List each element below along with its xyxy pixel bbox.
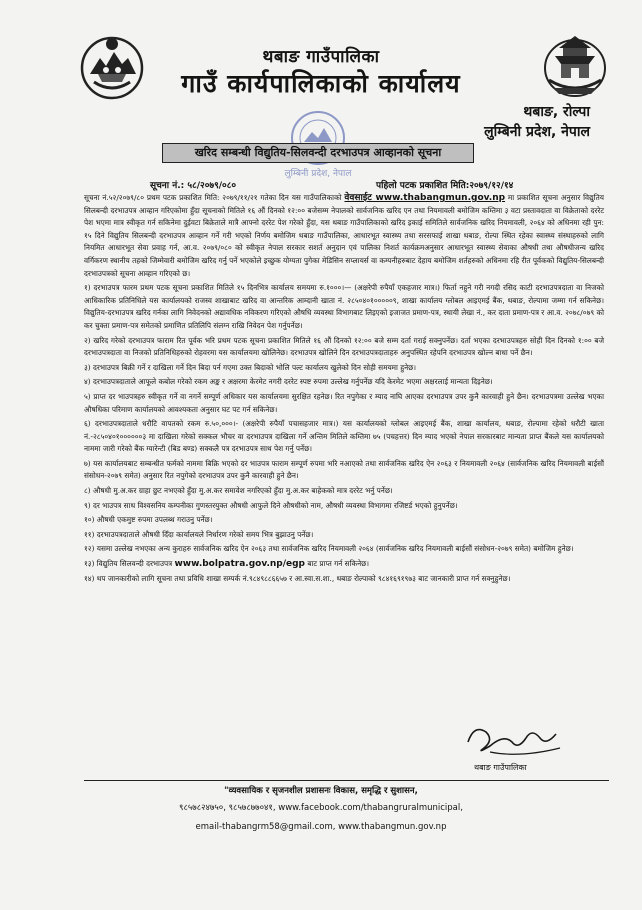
condition-13-text-b: बाट प्राप्त गर्न सकिनेछ। (307, 559, 369, 569)
notice-title: खरिद सम्बन्धी विद्युतिय-सिलवन्दी दरभाउपत्र आव्हानको सूचना (162, 143, 474, 163)
municipality-name: थबाङ गाउँपालिका (262, 47, 380, 67)
condition-14: १४) थप जानकारीको लागि सूचना तथा प्रविधि शाखा सम्पर्क नं.९८४९८८६६५७ र आ.स्वा.स.शा., थबाङ रोल्पाको ९८४१६९१९७३ बाट जानकारी प्राप्त गर्न सक्नुहुनेछ। (84, 573, 511, 583)
condition-10: १०) औषधी एकमुष्ट रुपमा उपलब्ध गराउनु पर्नेछ। (84, 515, 213, 525)
condition-7: ७) यस कार्यालयबाट सम्बन्धीत फर्मको नाममा बिक्रि भएको दर भाउपत्र फाराम सम्पूर्ण रुपमा भरि नआएको तथा सार्वजनिक खरिद ऐन २०६३ र नियमावली २०६४ (सार्वजनिक खरिद नियमावली बाईसौं संसोधन-२०७९ समेत) अनुसार रित नपुगेको दरभाउपत्र उपर कुनै कारवाही हुने छैन। (84, 458, 604, 481)
footer-slogan: "व्यवसायिक र सृजनशील प्रशासनः विकास, समृद्धि र सुशासन, (224, 786, 418, 796)
condition-11: ११) दरभाउपत्रदाताले औषधी दिँदा कार्यालयले निर्धारण गरेको समय भित्र बुझाउनु पर्नेछ। (84, 529, 314, 539)
svg-text:लुम्बिनी प्रदेश, नेपाल: लुम्बिनी प्रदेश, नेपाल (284, 169, 352, 179)
intro-paragraph (84, 192, 604, 280)
condition-13-text-a: १३) विद्युतिय सिलवन्दी दरभाउपत्र (84, 559, 173, 569)
condition-8: ८) औषधी मु.अ.कर ग्राहा छुट नभएको हुँदा मु.अ.कर समावेश नगरिएको हुँदा मु.अ.कर बाहेकको मात्र दररेट भर्नु पर्नेछ। (84, 486, 393, 496)
first-published-date: पहिलो पटक प्रकाशित मिति:२०७९/१२/१४ (376, 181, 514, 191)
intro-text-b: मा प्रकाशित सूचना अनुसार विद्युतिय सिलबन्दी दरभाउपत्र आव्हान गरिएकोमा हुँदा सूचनाको मितिले १६ औं दिनको १२:०० बजेसम्म नेपालको सार्वजनिक खरिद एन तथा नियमावली बमोजिम कम्तिमा ३ वटा प्रस्तावदाता वा विक्रेताको दररेट पेश भएमा मात्र स्वीकृत गर्न सकिनेमा दुईवटा बिक्रेताले मात्रै आफ्नो दररेट पेश गरेको हुँदा, यस थबाङ गाउँपालिकाको खरिद इकाई समितिले सार्वजनिक खरिद नियमावली, २०६४ को अधिनमा रही पुन: १५ दिने विद्युतिय सिलबन्दी दरभाउपत्र आव्हान गर्ने गरी भएको निर्णय बमोजिम थबाङ गाउँपालिका, आधारभूत स्वास्थ्य तथा सरसफाई शाखा थबाङ, रोल्पा स्थित रहेका स्वास्थ्य संस्थाहरुको लागि नियमित आधारभूत सेवा प्रवाह गर्न, आ.व. २०७९/०८० को स्वीकृत नेपाल सरकार सशर्त अनुदान एवं पालिका निशर्त कार्यक्रमअनुसार आधारभूत स्वास्थ्य सेवाका औषधी तथा औषधीजन्य खरिद वर्गिकरण स्थानीय तहको जिम्मेवारी बमोजिम खरिद गर्नु पर्ने भएकोले इच्छुक योग्यता पुगेका मेडिसिन सप्लायर्स वा कम्पनीहरुबाट देहाय बमोजिम शर्तहरुको अधिनमा रहि रीत पूर्वकको विद्युतिय-सिलबन्दी दरभाउपत्रको सूचना आव्हान गरिएको छ। (84, 193, 604, 278)
condition-4: ४) दरभाउपत्रदाताले आफूले कबोल गरेको रकम अङ्क र अक्षरमा केरमेट नगरी दररेट स्पष्ट रुपमा उल्लेख गर्नुपर्नेछ यदि केरमेट भएमा अक्षरलाई मान्यता दिइनेछ। (84, 377, 493, 387)
notice-number: सूचना नं.: ५८/२०७९/०८० (150, 181, 237, 191)
condition-5: ५) प्राप्त दर भाउपत्रहरु स्वीकृत गर्ने वा नगर्ने सम्पूर्ण अधिकार यस कार्यालयमा सुरक्षित रहनेछ। रित नपुगेका र म्याद नाघि आएका दरभाउपत्र उपर कुनै कारवाही हुने छैन। दरभाउपत्रमा उल्लेख भएका औषधिका परिमाण कार्यालयको आवश्यकता अनुसार घट पट गर्न सकिनेछ। (84, 391, 604, 414)
intro-text-a: सूचना नं.५२/२०७९/८० प्रथम पटक प्रकाशित मिति: २०७९/११/२१ गतेका दिन यस गाउँपालिकाको (84, 193, 342, 202)
footer-divider (84, 780, 609, 781)
notice-body (84, 192, 604, 587)
condition-6: ६) दरभाउपत्रदाताले धरौटि वापतको रकम रु.५०,०००।- (अक्षरेपी रुपैयाँ पचासहजार मात्र।) यस कार्यालयको ग्लोबल आइएमई बैंक, शाखा कार्यालय, थबाङ, रोल्पामा रहेको धरौटी खाता नं.-२८५०४०१००००००३ मा दाखिला गरेको सक्कल भौचर वा दरभाउपत्र दाखिला गर्ने अन्तिम मितिले कम्तिमा ७५ (पचहत्तर) दिन म्याद भएको नेपाल सरकारबाट मान्यता प्राप्त बैंकले यस कार्यालयको नाममा जारी गरेको बैंक ग्यारेन्टी (बिड बण्ड) सक्कलै पत्र दरभाउपत्र साथ पेश गर्नु पर्नेछ। (84, 419, 604, 454)
footer-contact: ९८५७८२४७५०, ९८५७८७७०४१, www.facebook.com/thabangruralmunicipal, (179, 803, 463, 813)
condition-13 (84, 558, 604, 571)
address-line-2: लुम्बिनी प्रदेश, नेपाल (484, 124, 590, 140)
condition-1: १) दरभाउपत्र फारम प्रथम पटक सूचना प्रकाशित मितिले १५ दिनभित्र कार्यालय समयमा रु.१०००।— (अक्षरेपी रुपैयाँ एकहजार मात्र।) फिर्ता नहुने गरी नगदी रसिद काटी दरभाउपत्रदाता वा निजको आधिकारिक प्रतिनिधिले यस कार्यालयको राजस्व शाखाबाट खरिद वा आन्तरिक आम्दानी खाता नं. २८५०४०१०००००९, शाखा कार्यालय ग्लोबल आइएमई बैंक, थबाङ, रोल्पामा जम्मा गर्न सकिनेछ। विद्युतिय-दरभाउपत्र खरिद गर्नका लागि निवेदनको अद्यावधिक नविकरण गरिएको औषधि व्यवस्था विभागबाट लिइएको इजाजत प्रमाण-पत्र, स्थायी लेखा नं., कर दाता प्रमाण-पत्र र आ.व. २०७८/०७९ को कर चुक्ता प्रमाण-पत्र समेतको प्रमाणित प्रतिलिपि संलग्न राखि निवेदन पेश गर्नुपर्नेछ। (84, 283, 604, 330)
municipality-website-link[interactable]: वेवसाईट www.thabangmun.gov.np (344, 193, 506, 203)
signatory-label: थबाङ गाउँपालिका (474, 763, 527, 772)
bolpatra-link[interactable]: www.bolpatra.gov.np/egp (174, 559, 306, 570)
condition-12: १२) यसमा उल्लेख नभएका अन्य कुराहरु सार्वजनिक खरिद ऐन २०६३ तथा सार्वजनिक खरिद नियमावली २०६४ (सार्वजनिक खरिद नियमावली बाईसौं संसोधन-२०७९ समेत) बमोजिम हुनेछ। (84, 544, 574, 554)
footer-email: email-thabangrm58@gmail.com, www.thabangmun.gov.np (195, 822, 447, 832)
condition-3: ३) दरभाउपत्र बिक्री गर्ने र दाखिला गर्ने दिन बिदा पर्न गएमा उक्त बिदाको भोलि पल्ट कार्यालय खुलेको दिन सोही समयमा हुनेछ। (84, 362, 417, 372)
condition-9: ९) दर भाउपत्र साथ विश्वसनिय कम्पनीका गुणस्तरयुक्त औषधी आफुले दिने औषधीको नाम, औषधी व्यवस्था विभागमा रजिष्टर्ड भएको हुनुपर्नेछ। (84, 500, 458, 510)
office-name: गाउँ कार्यपालिकाको कार्यालय (181, 69, 461, 98)
address-line-1: थबाङ, रोल्पा (523, 104, 590, 120)
condition-2: २) खरिद गरेको दरभाउपत्र फाराम रित पूर्वक भरि प्रथम पटक सूचना प्रकाशित मितिले १६ औं दिनको १२:०० बजे सम्म दर्ता गराई सक्नुपर्नेछ। दर्ता भएका दरभाउपत्रहरु सोही दिन दिनको १:०० बजे दरभाउपत्रदाता वा निजको प्रतिनिधिहरुको रोहवरमा यस कार्यालयमा खोलिनेछ। दरभाउपत्र खोलिने दिन दरभाउपत्रदाताहरु अनुपस्थित रहेपनि दरभाउपत्र खोल्न बाधा पर्ने छैन। (84, 335, 604, 358)
signature-mark (460, 712, 570, 762)
